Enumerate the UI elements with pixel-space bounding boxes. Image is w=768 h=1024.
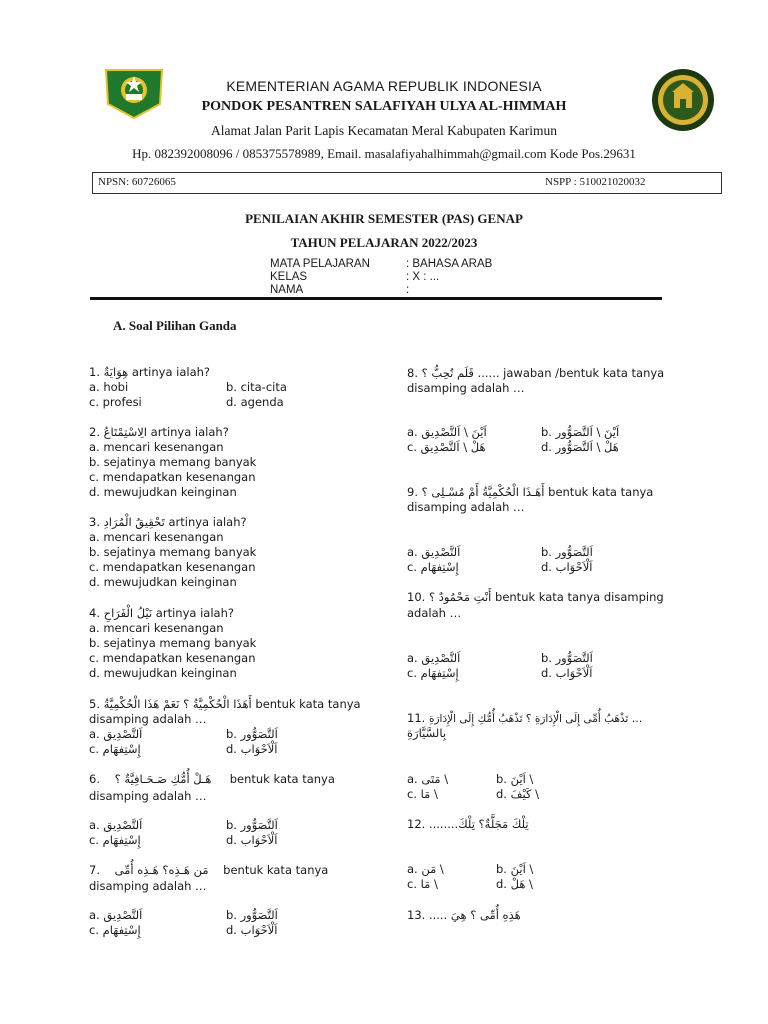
question-7-cont: disamping adalah … [89,879,207,893]
option-7d: d. اَلْاَحْوَاب [226,923,278,937]
option-9c: c. إِسْتِفهَام [407,560,459,574]
question-7: 7. مَن هَـذِه؟ هَـذِه أُمِّى bentuk kata tanya [89,863,329,877]
question-12: 12. ........تِلْكَ مَجَلَّةٌ؟ تِلْكَ [407,817,529,831]
option-11b: b. اَيْنَ \ [496,772,534,786]
question-5: 5. أَهَذَا الْحُكْمِيَّةُ ؟ نَعَمْ هَذَا الْحُكْمِيَّةُ bentuk kata tanya [89,697,361,711]
question-5-cont: disamping adalah … [89,712,207,726]
option-5d: d. اَلْاَحْوَاب [226,742,278,756]
option-11d: d. كَيْفَ \ [496,787,540,801]
question-8: 8. قَلَم تُحِبُّ ؟ ...... jawaban /bentuk kata tanya [407,366,665,380]
option-12c: c. مَا \ [407,877,438,891]
field-label-subject: MATA PELAJARAN [270,258,370,270]
npsn: NPSN: 60726065 [98,176,176,188]
option-1b: b. cita-cita [226,380,287,394]
option-10d: d. اَلْاَحْوَاب [541,666,593,680]
question-8-cont: disamping adalah … [407,381,525,395]
option-8c: c. هَلْ \ اَلتَّصْدِيق [407,440,486,454]
option-2c: c. mendapatkan kesenangan [89,470,256,484]
school-name: PONDOK PESANTREN SALAFIYAH ULYA AL-HIMMAH [201,99,567,114]
school-address: Alamat Jalan Parit Lapis Kecamatan Meral Kabupaten Karimun [211,123,557,138]
field-value-class: : X : ... [406,271,440,283]
question-9: 9. أَهَـذَا الْحُكْمِيَّةُ أَمْ مُسْـلِى ؟ bentuk kata tanya [407,485,654,499]
field-value-name: : [406,284,410,296]
field-label-name: NAMA [270,284,304,296]
option-2a: a. mencari kesenangan [89,440,224,454]
option-7b: b. اَلتَّصَوُّور [226,908,278,922]
option-8d: d. هَلْ \ اَلتَّصَوُّور [541,440,619,454]
option-2b: b. sejatinya memang banyak [89,455,257,469]
option-9d: d. اَلْاَحْوَاب [541,560,593,574]
option-7a: a. اَلتَّصْدِيق [89,908,143,922]
option-6a: a. اَلتَّصْدِيق [89,818,143,832]
header-rule [90,297,662,300]
option-4d: d. mewujudkan keinginan [89,666,237,680]
field-label-class: KELAS [270,271,308,283]
option-5c: c. إِسْتِفهَام [89,742,141,756]
option-12d: d. هَلْ \ [496,877,533,891]
nspp: NSPP : 510021020032 [545,176,646,188]
question-6-cont: disamping adalah … [89,789,207,803]
option-11a: a. مَتَى \ [407,772,449,786]
field-value-subject: : BAHASA ARAB [406,258,493,270]
option-3c: c. mendapatkan kesenangan [89,560,256,574]
question-10: 10. أَنْتِ مَحْمُودٌ ؟ bentuk kata tanya disamping [407,590,664,604]
question-3: 3. تَحْقِيقُ الْمُرَادِ artinya ialah? [89,515,247,529]
option-1c: c. profesi [89,395,142,409]
school-contact: Hp. 082392008096 / 085375578989, Email. masalafiyahalhimmah@gmail.com Kode Pos.29631 [132,146,636,161]
question-10-cont: adalah … [407,606,462,620]
option-1d: d. agenda [226,395,284,409]
ministry-name: KEMENTERIAN AGAMA REPUBLIK INDONESIA [226,78,542,94]
question-2: 2. الِاسْتِمْتَاعُ artinya ialah? [89,425,229,439]
question-4: 4. نَيْلُ الْفَرَاحِ artinya ialah? [89,606,234,620]
option-7c: c. إِسْتِفهَام [89,923,141,937]
option-3a: a. mencari kesenangan [89,530,224,544]
question-6: 6. هَـلْ أُمُّكِ صَـحَـافِيَّةٌ ؟ bentuk kata tanya [89,772,335,786]
question-13: 13. ..... هَذِهِ أُمِّى ؟ هِيَ [407,908,521,922]
option-10c: c. إِسْتِفهَام [407,666,459,680]
option-10b: b. اَلتَّصَوُّور [541,651,593,665]
option-12b: b. اَيْنَ \ [496,862,534,876]
exam-year: TAHUN PELAJARAN 2022/2023 [290,235,478,250]
option-6d: d. اَلْاَحْوَاب [226,833,278,847]
option-6c: c. إِسْتِفهَام [89,833,141,847]
option-2d: d. mewujudkan keinginan [89,485,237,499]
option-9a: a. اَلتَّصْدِيق [407,545,461,559]
option-9b: b. اَلتَّصَوُّور [541,545,593,559]
option-8a: a. اَيْنَ \ اَلتَّصْدِيق [407,425,487,439]
option-4b: b. sejatinya memang banyak [89,636,257,650]
option-12a: a. مَن \ [407,862,444,876]
option-4a: a. mencari kesenangan [89,621,224,635]
option-5b: b. اَلتَّصَوُّور [226,727,278,741]
option-8b: b. اَيْنَ \ اَلتَّصَوُّور [541,425,620,439]
option-10a: a. اَلتَّصْدِيق [407,651,461,665]
question-1: 1. هِوَايَةٌ artinya ialah? [89,365,211,379]
option-1a: a. hobi [89,380,129,394]
question-11-cont: بِالسَّيَّارَةِ [407,726,447,740]
option-6b: b. اَلتَّصَوُّور [226,818,278,832]
question-11: 11. … تَذْهَبُ أُمِّى إِلَى الْإِدَارَةِ ؟ تَذْهَبُ أُمُّكِ إِلَى الْإِدَارَةِ [407,711,643,725]
section-title: A. Soal Pilihan Ganda [113,318,237,333]
option-3b: b. sejatinya memang banyak [89,545,257,559]
exam-title: PENILAIAN AKHIR SEMESTER (PAS) GENAP [245,211,523,226]
option-3d: d. mewujudkan keinginan [89,575,237,589]
option-4c: c. mendapatkan kesenangan [89,651,256,665]
option-11c: c. مَا \ [407,787,438,801]
option-5a: a. اَلتَّصْدِيق [89,727,143,741]
question-9-cont: disamping adalah … [407,500,525,514]
